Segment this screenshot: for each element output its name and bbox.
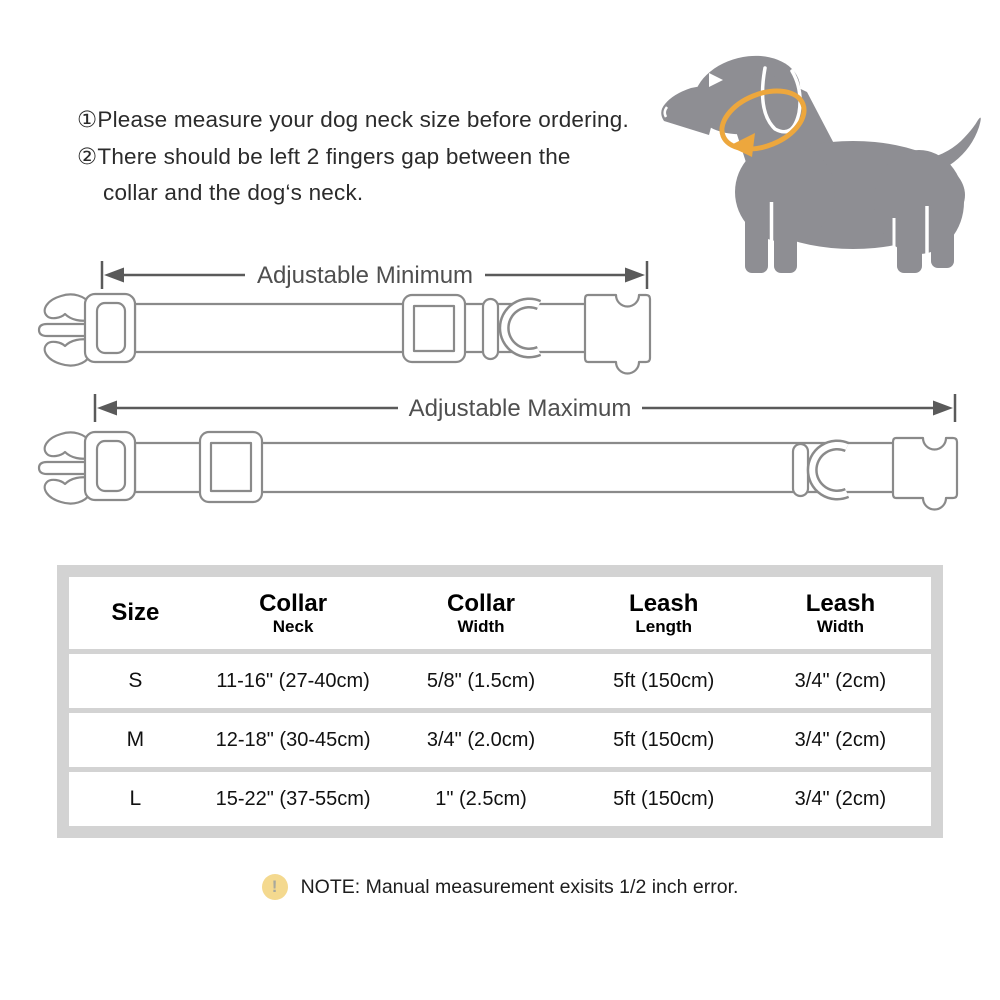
- note-text: NOTE: Manual measurement exisits 1/2 inch error.: [300, 875, 739, 898]
- buckle-male-icon: [39, 294, 135, 366]
- collar-minimum-hardware: [39, 294, 650, 374]
- size-value: M: [126, 728, 145, 751]
- arrowhead-right-icon: [933, 401, 953, 416]
- size-value: L: [129, 787, 142, 810]
- instruction-line-3: collar and the dog‘s neck.: [103, 180, 364, 205]
- collar-width-value: 5/8" (1.5cm): [426, 669, 536, 692]
- size-value: S: [128, 669, 143, 692]
- collar-maximum-graphic: [30, 386, 970, 518]
- size-chart-table: [57, 565, 943, 838]
- arrowhead-right-icon: [625, 268, 645, 283]
- leash-width-value: 3/4" (2cm): [794, 787, 887, 810]
- dog-silhouette-graphic: [645, 40, 985, 285]
- leash-length-value: 5ft (150cm): [613, 787, 715, 810]
- triglide-slider-icon: [200, 432, 262, 502]
- col-header-size: Size: [111, 599, 160, 626]
- table-row-size-l: [69, 772, 931, 826]
- collar-maximum-hardware: [39, 432, 957, 510]
- minimum-label: Adjustable Minimum: [256, 262, 474, 289]
- table-header-row: [69, 577, 931, 649]
- leash-width-value: 3/4" (2cm): [794, 728, 887, 751]
- buckle-male-icon: [39, 432, 135, 504]
- buckle-female-icon: [893, 438, 957, 510]
- col-header-collar-width: Collar Width: [447, 589, 516, 636]
- table-row-size-s: [69, 654, 931, 708]
- maximum-label: Adjustable Maximum: [408, 395, 632, 422]
- col-header-collar-neck: Collar Neck: [259, 589, 328, 636]
- arrowhead-left-icon: [97, 401, 117, 416]
- adjustable-minimum-diagram: [30, 253, 670, 378]
- collar-minimum-graphic: [30, 253, 670, 378]
- leash-width-value: 3/4" (2cm): [794, 669, 887, 692]
- arrowhead-left-icon: [104, 268, 124, 283]
- measure-instructions: [77, 102, 629, 212]
- table-row-size-m: [69, 713, 931, 767]
- col-header-leash-width: Leash Width: [805, 589, 876, 636]
- collar-width-value: 1" (2.5cm): [435, 787, 527, 810]
- triglide-slider-icon: [403, 295, 465, 362]
- col-header-leash-length: Leash Length: [629, 589, 699, 636]
- adjustable-maximum-diagram: [30, 386, 970, 518]
- dog-neck-measure-illustration: [645, 40, 985, 285]
- strap-keeper-icon: [793, 444, 808, 496]
- instruction-line-1: ①Please measure your dog neck size before ordering.: [77, 107, 629, 132]
- leash-length-value: 5ft (150cm): [613, 728, 715, 751]
- measurement-note: [0, 874, 1000, 900]
- collar-neck-value: 11-16" (27-40cm): [216, 669, 370, 692]
- buckle-female-icon: [585, 295, 650, 374]
- collar-neck-value: 15-22" (37-55cm): [215, 787, 371, 810]
- collar-strap: [135, 304, 595, 352]
- leash-length-value: 5ft (150cm): [613, 669, 715, 692]
- strap-keeper-icon: [483, 299, 498, 359]
- collar-neck-value: 12-18" (30-45cm): [215, 728, 371, 751]
- exclamation-icon: !: [262, 874, 288, 900]
- collar-width-value: 3/4" (2.0cm): [426, 728, 536, 751]
- instruction-line-2: ②There should be left 2 fingers gap between the: [77, 143, 571, 169]
